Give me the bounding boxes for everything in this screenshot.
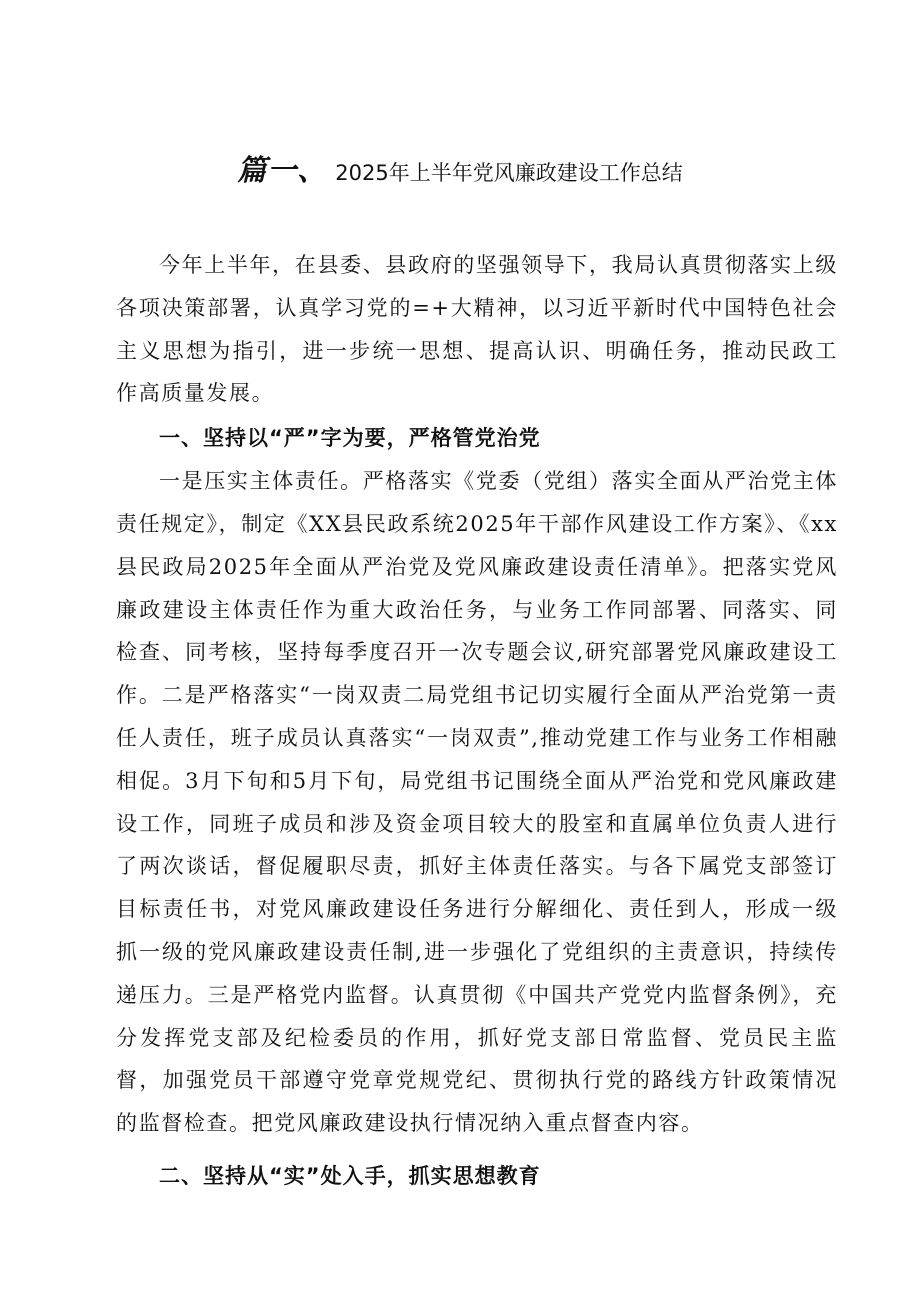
section-1-paragraph: 一是压实主体责任。严格落实《党委（党组）落实全面从严治党主体责任规定》，制定《XX县民政系统2025年干部作风建设工作方案》、《xx县民政局2025年全面从严治党及党风廉政建设责任清单》。把落实党风廉政建设主体责任作为重大政治任务，与业务工作同部署、同落实、同检查、同考核，坚持每季度召开一次专题会议,研究部署党风廉政建设工作。二是严格落实“一岗双责二局党组书记切实履行全面从严治党第一责任人责任，班子成员认真落实“一岗双责”,推动党建工作与业务工作相融相促。3月下旬和5月下旬，局党组书记围绕全面从严治党和党风廉政建设工作，同班子成员和涉及资金项目较大的股室和直属单位负责人进行了两次谈话，督促履职尽责，抓好主体责任落实。与各下属党支部签订目标责任书，对党风廉政建设任务进行分解细化、责任到人，形成一级抓一级的党风廉政建设责任制,进一步强化了党组织的主责意识，持续传递压力。三是严格党内监督。认真贯彻《中国共产党党内监督条例》，充分发挥党支部及纪检委员的作用，抓好党支部日常监督、党员民主监督，加强党员干部遵守党章党规党纪、贯彻执行党的路线方针政策情况的监督检查。把党风廉政建设执行情况纳入重点督查内容。	[116, 469, 838, 1136]
document-title	[0, 150, 920, 190]
intro-paragraph: 今年上半年，在县委、县政府的坚强领导下，我局认真贯彻落实上级各项决策部署，认真学习党的=+大精神，以习近平新时代中国特色社会主义思想为指引，进一步统一思想、提高认识、明确任务，推动民政工作高质量发展。	[116, 253, 838, 406]
section-heading-2: 二、坚持从“实”处入手，抓实思想教育	[159, 1163, 541, 1188]
title-prefix: 篇一、	[237, 153, 328, 187]
title-text: 2025年上半年党风廉政建设工作总结	[335, 161, 683, 185]
section-heading-1: 一、坚持以“严”字为要，严格管党治党	[159, 426, 541, 451]
document-body	[116, 244, 838, 1198]
